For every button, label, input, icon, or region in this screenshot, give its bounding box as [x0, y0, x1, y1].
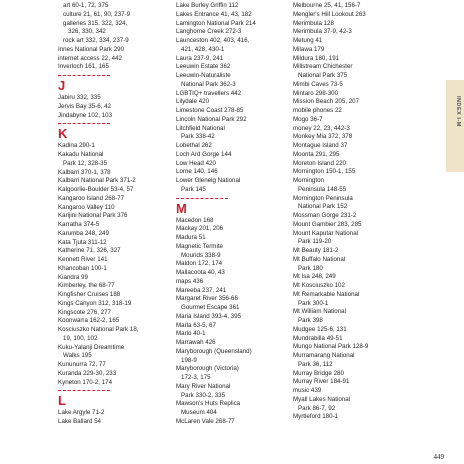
- index-entry: [293, 177, 405, 195]
- index-entry-line: Kalbarri 370-1, 378: [58, 168, 111, 176]
- index-letter-heading: J: [58, 75, 110, 93]
- index-entry-line: Mackay 201, 206: [176, 225, 224, 233]
- index-entry: [58, 300, 168, 309]
- index-entry: [176, 225, 288, 234]
- index-entry: [293, 116, 405, 125]
- index-entry-line: Mintaro 298-300: [293, 89, 339, 97]
- index-entry: [176, 287, 288, 296]
- index-entry: [293, 160, 405, 169]
- index-letter-heading: K: [58, 123, 110, 141]
- index-entry: [176, 20, 288, 29]
- index-entry: [293, 256, 405, 274]
- index-entry-line: Mary River National: [176, 382, 231, 390]
- index-entry: [293, 81, 405, 90]
- index-subentry: [63, 11, 168, 20]
- index-entry: [176, 98, 288, 107]
- index-entry-line: Mengler's Hill Lookout 263: [293, 10, 366, 18]
- index-entry: [58, 282, 168, 291]
- index-entry-line: National Park 152: [298, 203, 348, 211]
- index-entry: [293, 230, 405, 248]
- index-entry-line: Kennett River 141: [58, 256, 108, 263]
- index-entry: [293, 28, 405, 37]
- index-entry-line: Park 180: [298, 264, 323, 272]
- index-entry-line: Park 398: [298, 317, 323, 324]
- index-entry-line: Marla 63-5, 67: [176, 321, 216, 329]
- index-entry-line: Mount Gambier 283, 285: [293, 220, 362, 228]
- index-subentry: [63, 2, 168, 11]
- index-entry-line: Kyneton 170-2, 174: [58, 378, 113, 386]
- index-entry-line: Jindabyne 102, 103: [58, 111, 113, 119]
- index-entry: [58, 247, 168, 256]
- index-entry: [58, 204, 168, 213]
- index-entry-line: Mt Kosciuszko 102: [293, 282, 345, 289]
- index-subentry: [63, 37, 168, 46]
- index-entry-line: music 439: [293, 387, 322, 394]
- index-entry: [58, 142, 168, 151]
- index-entry: [58, 326, 168, 344]
- index-entry-line: Mogo 36-7: [293, 115, 323, 123]
- index-entry-line: Innes National Park 290: [58, 45, 125, 53]
- index-entry-line: Karumba 248, 249: [58, 229, 109, 237]
- index-entry-line: culture 21, 61, 90, 237-9: [63, 10, 131, 18]
- index-entry-line: Kuku-Yalanji Dreamtime: [58, 343, 125, 351]
- index-entry-line: 19, 100, 102: [63, 334, 98, 342]
- index-entry: [293, 370, 405, 379]
- index-entry-line: Lincoln National Park 292: [176, 115, 247, 123]
- index-entry: [293, 107, 405, 116]
- index-entry: [293, 352, 405, 370]
- index-entry-line: Mornington: [293, 177, 324, 184]
- index-entry: [58, 361, 168, 370]
- index-entry-line: Khancoban 100-1: [58, 264, 107, 272]
- index-entry: [176, 63, 288, 72]
- index-entry: [58, 309, 168, 318]
- index-entry: [176, 107, 288, 116]
- index-letter-heading: L: [58, 390, 110, 408]
- index-entry-line: Litchfield National: [176, 124, 225, 132]
- index-entry-line: Park 86-7, 92: [298, 404, 336, 412]
- index-entry-line: Merimbula 37-9, 42-3: [293, 28, 352, 36]
- index-entry-line: Mornington Peninsula: [293, 194, 353, 202]
- index-entry: [293, 273, 405, 282]
- index-entry-line: Lake Burley Griffin 112: [176, 2, 239, 9]
- index-entry: [293, 387, 405, 396]
- index-entry-line: Park 338-42: [181, 133, 215, 141]
- index-entry-line: LGBTIQ+ travellers 442: [176, 89, 242, 97]
- index-entry-line: Mt Beauty 181-2: [293, 247, 339, 254]
- index-entry-line: Mareeba 237, 241: [176, 286, 227, 294]
- index-entry-line: Limestone Coast 278-85: [176, 107, 244, 114]
- index-entry: [176, 2, 288, 11]
- index-entry: [176, 37, 288, 55]
- index-entry-line: Murramarang National: [293, 352, 355, 359]
- index-entry-line: Millstream Chichester: [293, 63, 353, 71]
- index-entry: [58, 409, 168, 418]
- index-entry: [176, 168, 288, 177]
- index-entry-line: Kosciuszko National Park 18,: [58, 326, 139, 333]
- index-entry: [176, 55, 288, 64]
- index-entry: [293, 282, 405, 291]
- index-entry-line: Peninsula 148-55: [298, 185, 347, 193]
- index-entry: [58, 239, 168, 248]
- index-entry: [293, 20, 405, 29]
- index-entry: [58, 230, 168, 239]
- index-entry-line: Magnetic Termite: [176, 242, 223, 250]
- index-entry-line: Kalgoorlie-Boulder 53-4, 57: [58, 186, 134, 193]
- index-entry: [58, 370, 168, 379]
- index-entry-line: Mt William National: [293, 308, 346, 316]
- index-entry-line: Low Head 420: [176, 159, 216, 167]
- index-entry-line: Kalbarri National Park 371-2: [58, 177, 136, 185]
- index-entry: [293, 247, 405, 256]
- index-entry: [176, 151, 288, 160]
- index-entry: [58, 103, 168, 112]
- index-entry-line: 326, 330, 342: [68, 28, 106, 36]
- index-entry-line: Mission Beach 205, 207: [293, 98, 360, 106]
- index-entry-line: rock art 332, 334, 237-9: [63, 37, 129, 44]
- index-entry-line: Mornington 150-1, 155: [293, 168, 356, 176]
- index-entry: [176, 383, 288, 401]
- index-entry-line: Langhorne Creek 272-3: [176, 28, 242, 36]
- index-entry-line: Kings Canyon 312, 318-19: [58, 299, 132, 307]
- index-entry-line: art 60-1, 72, 375: [63, 2, 109, 9]
- index-entry-line: 172-3, 175: [181, 374, 211, 381]
- index-entry: [293, 55, 405, 64]
- index-entry-line: Laura 237-9, 241: [176, 54, 224, 62]
- index-entry-line: Mt Remarkable National: [293, 290, 360, 298]
- index-entry: [293, 221, 405, 230]
- index-entry: [293, 37, 405, 46]
- index-entry: [293, 168, 405, 177]
- index-entry: [293, 98, 405, 107]
- index-entry-line: Jabiru 332, 335: [58, 94, 101, 101]
- index-entry-line: Maryborough (Victoria): [176, 365, 239, 373]
- index-entry-line: Lake Argyle 71-2: [58, 409, 105, 417]
- index-entry-line: Mt Isa 248, 249: [293, 273, 336, 281]
- index-entry: [176, 418, 288, 427]
- index-entry: [58, 195, 168, 204]
- index-entry: [176, 90, 288, 99]
- index-subentry: [63, 20, 168, 38]
- index-entry: [58, 379, 168, 388]
- index-entry: [58, 265, 168, 274]
- index-entry: [293, 133, 405, 142]
- index-entry-line: Kununurra 72, 77: [58, 361, 106, 368]
- index-entry-line: Karijini National Park 376: [58, 212, 128, 220]
- index-entry-line: Inverloch 161, 165: [58, 63, 109, 71]
- index-entry: [176, 313, 288, 322]
- index-entry-line: Maryborough (Queensland): [176, 347, 252, 355]
- index-entry: [58, 344, 168, 362]
- index-entry-line: Lorne 140, 146: [176, 168, 218, 176]
- index-letter-heading: M: [176, 198, 228, 216]
- index-entry-line: money 22, 23, 442-3: [293, 124, 350, 132]
- index-entry: [293, 46, 405, 55]
- index-entry-line: Karratha 374-5: [58, 221, 100, 228]
- index-column-1: [58, 2, 168, 427]
- index-entry: [176, 243, 288, 261]
- index-entry: [293, 2, 405, 11]
- index-entry-line: Park 36, 112: [298, 360, 333, 368]
- index-entry-line: Murray Bridge 280: [293, 369, 344, 377]
- index-entry: [176, 339, 288, 348]
- index-entry-line: Kingscote 276, 277: [58, 308, 111, 316]
- index-entry: [293, 90, 405, 99]
- index-entry-line: National Park 362-3: [181, 80, 236, 88]
- index-entry: [293, 195, 405, 213]
- index-entry-line: Mawson's Huts Replica: [176, 400, 241, 408]
- index-entry-line: Lilydale 420: [176, 98, 210, 106]
- index-entry: [58, 274, 168, 283]
- index-entry: [176, 322, 288, 331]
- index-entry: [176, 348, 288, 366]
- index-entry: [293, 291, 405, 309]
- index-entry-line: Margaret River 356-66: [176, 295, 238, 303]
- index-column-3: [293, 2, 405, 422]
- index-entry: [58, 317, 168, 326]
- index-entry: [293, 142, 405, 151]
- index-entry-line: Mimbi Caves 73-5: [293, 80, 343, 88]
- index-entry-line: Museum 404: [181, 409, 217, 416]
- index-entry: [176, 125, 288, 143]
- index-entry-line: Milawa 179: [293, 45, 325, 53]
- index-entry-line: Mt Buffalo National: [293, 255, 346, 263]
- index-entry: [58, 94, 168, 103]
- index-entry-line: Kangaroo Valley 110: [58, 203, 115, 211]
- index-entry-line: internet access 22, 442: [58, 54, 122, 62]
- index-entry-line: Lakes Entrance 41, 43, 182: [176, 10, 252, 18]
- index-entry: [293, 63, 405, 81]
- index-entry-line: Koonwarra 162-2, 165: [58, 317, 120, 325]
- index-entry: [58, 46, 168, 55]
- index-entry: [293, 335, 405, 344]
- index-entry: [176, 116, 288, 125]
- index-entry: [176, 11, 288, 20]
- index-entry-line: Murray River 184-91: [293, 378, 350, 386]
- index-entry-line: Kingfisher Cruises 188: [58, 291, 121, 298]
- index-entry: [293, 308, 405, 326]
- index-entry: [58, 418, 168, 427]
- index-entry: [58, 177, 168, 186]
- index-entry-line: Park 119-20: [298, 238, 332, 246]
- index-entry: [58, 151, 168, 169]
- index-entry: [58, 55, 168, 64]
- index-entry: [293, 326, 405, 335]
- index-entry-line: Gourmet Escape 361: [181, 304, 240, 311]
- index-entry-line: Mildura 180, 191: [293, 54, 340, 62]
- index-entry-line: Mounds 338-9: [181, 251, 221, 259]
- index-entry-line: Kuranda 229-30, 233: [58, 369, 117, 377]
- index-entry-line: Macedon 168: [176, 216, 214, 224]
- index-entry-line: Mount Kaputar National: [293, 229, 359, 237]
- index-entry: [176, 72, 288, 90]
- index-entry: [58, 112, 168, 121]
- index-entry-line: Moonta 291, 295: [293, 150, 340, 158]
- index-entry-line: galleries 315, 322, 324,: [63, 19, 128, 27]
- index-entry: [293, 212, 405, 221]
- index-entry-line: Kangaroo Island 268-77: [58, 194, 125, 202]
- index-entry: [293, 343, 405, 352]
- index-entry-line: Leeuwin Estate 362: [176, 63, 231, 71]
- index-entry-line: Katherine 71, 326, 327: [58, 247, 121, 255]
- index-entry: [293, 125, 405, 134]
- index-entry: [293, 151, 405, 160]
- index-entry-line: McLaren Vale 268-77: [176, 417, 235, 425]
- index-entry-line: mobile phones 22: [293, 107, 342, 114]
- index-entry: [176, 269, 288, 278]
- index-entry: [293, 396, 405, 414]
- index-entry-line: Kadina 290-1: [58, 142, 95, 150]
- index-entry-line: Park 12, 328-35: [63, 159, 108, 167]
- index-entry-line: Jervis Bay 35-6, 42: [58, 102, 111, 110]
- index-entry-line: Walks 195: [63, 352, 92, 360]
- index-entry-line: 198-9: [181, 356, 197, 364]
- index-entry: [176, 160, 288, 169]
- index-entry: [58, 186, 168, 195]
- index-entry: [58, 221, 168, 230]
- index-entry-line: Mallacoota 40, 43: [176, 269, 225, 276]
- index-entry-line: Mundrabilla 49-51: [293, 334, 343, 342]
- index-entry: [176, 330, 288, 339]
- index-entry-line: Lower Glenelg National: [176, 177, 241, 184]
- index-entry: [58, 63, 168, 72]
- index-entry: [176, 142, 288, 151]
- index-entry-line: Mossman Gorge 231-2: [293, 212, 357, 219]
- index-entry-line: Myrtleford 180-1: [293, 413, 339, 421]
- index-entry-line: Marrawah 426: [176, 339, 216, 346]
- index-entry-line: Mudgee 125-6, 131: [293, 325, 347, 333]
- index-entry-line: Metung 41: [293, 37, 323, 44]
- index-entry: [176, 260, 288, 269]
- index-entry-line: Lobethal 262: [176, 142, 212, 149]
- index-entry-line: National Park 375: [298, 72, 348, 79]
- index-entry: [176, 295, 288, 304]
- index-entry-line: Marlo 40-1: [176, 330, 206, 338]
- index-entry-line: Maldon 172, 174: [176, 260, 223, 268]
- index-entry: [176, 28, 288, 37]
- index-entry: [176, 177, 288, 195]
- index-entry: [293, 413, 405, 422]
- index-entry: [58, 212, 168, 221]
- index-column-2: [176, 2, 288, 427]
- index-entry-line: 421, 428, 430-1: [181, 45, 225, 53]
- index-entry-line: Madura 51: [176, 234, 206, 241]
- index-entry-line: Melbourne 25, 41, 156-7: [293, 2, 361, 9]
- index-entry-line: Launceston 402, 403, 416,: [176, 37, 250, 44]
- index-entry: [58, 291, 168, 300]
- index-entry-line: Maria Island 393-4, 395: [176, 312, 242, 320]
- index-entry-line: Moreton Island 220: [293, 159, 346, 167]
- index-entry-line: Myall Lakes National: [293, 395, 351, 403]
- index-entry-line: Park 330-2, 335: [181, 391, 226, 399]
- index-entry-line: Monkey Mia 372, 378: [293, 133, 353, 141]
- index-entry-line: Mungo National Park 128-9: [293, 343, 369, 351]
- index-entry: [176, 365, 288, 383]
- index-entry: [176, 400, 288, 418]
- index-entry-line: Kakadu National: [58, 151, 104, 158]
- index-entry-line: Park 300-1: [298, 299, 329, 307]
- index-entry-line: Lamington National Park 214: [176, 19, 256, 27]
- index-entry-line: Montague Island 37: [293, 142, 348, 149]
- index-entry-line: Park 145: [181, 185, 206, 193]
- index-entry: [176, 234, 288, 243]
- index-entry-line: Merimbula 128: [293, 19, 334, 27]
- page-number: 449: [433, 453, 444, 461]
- index-entry-line: Loch Ard Gorge 144: [176, 150, 232, 158]
- index-entry-line: Lake Ballard 54: [58, 418, 101, 425]
- index-entry: [58, 256, 168, 265]
- index-entry-line: Kimberley, the 68-77: [58, 282, 115, 290]
- index-subentry: [181, 304, 288, 313]
- index-entry-line: Kiandra 99: [58, 273, 88, 281]
- index-entry-line: maps 436: [176, 277, 204, 285]
- index-entry: [176, 278, 288, 287]
- index-entry-line: Kata Tjuta 311-12: [58, 238, 107, 246]
- index-entry: [293, 378, 405, 387]
- index-entry: [293, 11, 405, 20]
- index-entry: [176, 217, 288, 226]
- index-entry: [58, 169, 168, 178]
- index-entry-line: Leeuwin-Naturaliste: [176, 72, 231, 79]
- chapter-tab-label: INDEX I-M: [455, 96, 461, 127]
